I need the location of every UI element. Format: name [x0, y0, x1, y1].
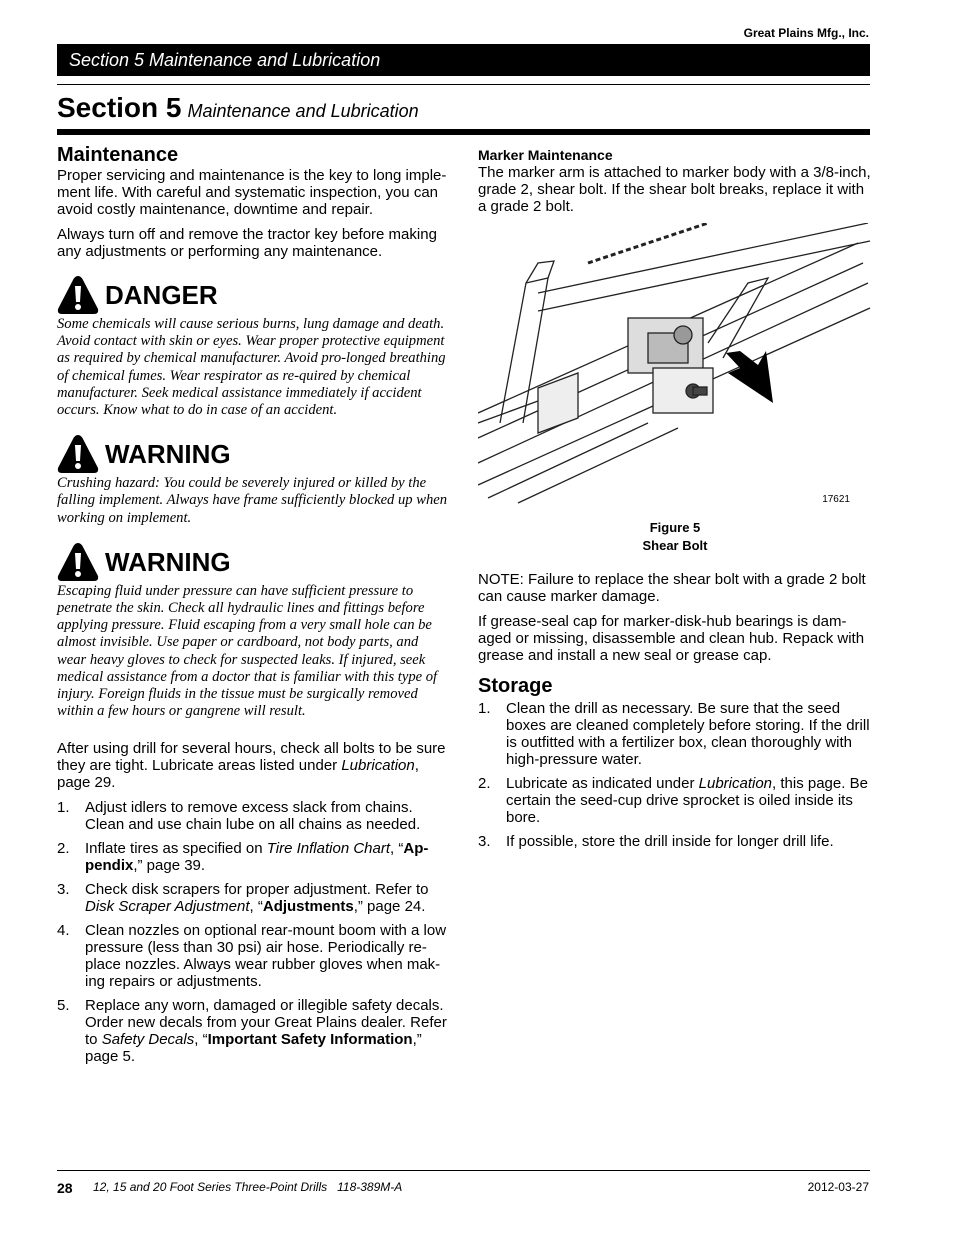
lubrication-ref: Lubrication: [341, 757, 415, 775]
list-item-number: 1.: [57, 799, 70, 817]
figure-title: Shear Bolt: [642, 538, 708, 553]
list-item-text: If possible, store the drill inside for longer drill life.: [506, 833, 834, 850]
maintenance-steps: [57, 799, 451, 1065]
footer-rule: [57, 1170, 870, 1171]
maintenance-paragraph: Proper servicing and maintenance is the key to long imple-ment life. With careful and systematic inspection, you can avoid costly maintenance, downtime and repair.: [57, 167, 447, 218]
list-item: [57, 840, 451, 874]
hazard-box: [57, 274, 451, 419]
company-name: Great Plains Mfg., Inc.: [743, 26, 869, 40]
list-item-text: , “: [249, 898, 263, 916]
figure-id-label: 17621: [822, 494, 850, 505]
hazard-header: [57, 541, 451, 583]
list-item-text: , “: [194, 1031, 208, 1049]
list-item-text: Replace any worn, damaged or illegible safety decals. Order new decals from your Great Plains dealer. Refer to: [85, 997, 447, 1049]
list-item-text: Important Safety Information: [207, 1031, 413, 1049]
section-banner: Section 5 Maintenance and Lubrication: [57, 44, 870, 76]
list-item-text: Safety Decals: [101, 1031, 195, 1049]
list-item-text: Lubrication: [698, 775, 773, 792]
section-title-subtitle: Maintenance and Lubrication: [187, 101, 419, 121]
list-item-text: Tire Inflation Chart: [266, 840, 391, 858]
grease-cap-paragraph: If grease-seal cap for marker-disk-hub bearings is dam-aged or missing, disassemble and clean hub. Repack with grease and install a new seal or grease cap.: [478, 613, 865, 664]
list-item: [478, 833, 872, 850]
list-item-text: ,” page 39.: [133, 857, 206, 875]
list-item-number: 3.: [478, 833, 491, 850]
note-paragraph: NOTE: Failure to replace the shear bolt with a grade 2 bolt can cause marker damage.: [478, 571, 866, 605]
list-item-text: , this page. Be certain the seed-cup drive sprocket is oiled inside its bore.: [506, 775, 868, 826]
hazard-list: [57, 274, 451, 720]
list-item-number: 2.: [57, 840, 70, 858]
after-use-paragraph: [57, 740, 451, 791]
hazard-header: [57, 433, 451, 475]
hazard-title: WARNING: [105, 546, 231, 577]
after-use-page-ref: , page 29.: [57, 757, 419, 792]
list-item-number: 2.: [478, 775, 491, 792]
hazard-text: Some chemicals will cause serious burns, lung damage and death. Avoid contact with skin or eyes. Wear proper protective equipment as required by chemical manufacturer. Avoid pro-longed breathing of chemical fumes. Wear respirator as re-quired by chemical manufacturer. Seek medical assistance immediately if accident occurs. Know what to do in case of an accident.: [57, 316, 446, 419]
list-item-text: Clean the drill as necessary. Be sure that the seed boxes are cleaned completely before storing. If the drill is outfitted with a fertilizer box, clean thoroughly with high-pressure water.: [506, 700, 870, 768]
list-item: [57, 799, 451, 833]
section-rule: [57, 129, 870, 135]
arrow-icon: [726, 351, 773, 403]
list-item-number: 4.: [57, 922, 70, 940]
list-item-text: Ap-pendix: [85, 840, 429, 875]
list-item-number: 1.: [478, 700, 491, 717]
list-item: [57, 997, 451, 1065]
right-column: [478, 143, 872, 857]
list-item: [478, 775, 872, 826]
storage-heading: Storage: [478, 675, 553, 697]
document-title: 12, 15 and 20 Foot Series Three-Point Drills 118-389M-A: [93, 1180, 403, 1194]
tractor-key-paragraph: Always turn off and remove the tractor key before making any adjustments or performing any maintenance.: [57, 226, 437, 260]
shear-bolt-illustration: [478, 223, 872, 513]
hazard-box: [57, 433, 451, 527]
list-item-text: ,” page 5.: [85, 1031, 422, 1066]
section-title-main: Section 5: [57, 92, 182, 123]
hazard-box: [57, 541, 451, 721]
maintenance-heading: Maintenance: [57, 144, 179, 166]
list-item-number: 5.: [57, 997, 70, 1015]
list-item-text: ,” page 24.: [353, 898, 426, 916]
hazard-text: Escaping fluid under pressure can have sufficient pressure to penetrate the skin. Check all hydraulic lines and fittings before applying pressure. Fluid escaping from a very small hole can be almost invisible. Use paper or cardboard, not body parts, and wear heavy gloves to check for suspected leaks. If injured, seek medical assistance from a doctor that is familiar with this type of injury. Foreign fluids in the tissue must be surgically removed within a few hours or gangrene will result.: [57, 582, 438, 720]
list-item: [57, 881, 451, 915]
list-item-text: Lubricate as indicated under: [506, 775, 699, 792]
figure-number: Figure 5: [649, 520, 701, 535]
warning-triangle-icon: [57, 434, 99, 474]
marker-maintenance-heading: Marker Maintenance: [478, 147, 613, 163]
storage-steps: [478, 700, 872, 850]
list-item-text: Check disk scrapers for proper adjustment. Refer to: [85, 881, 429, 899]
after-use-text: After using drill for several hours, check all bolts to be sure they are tight. Lubricate areas listed under: [57, 740, 446, 775]
page-number: 28: [57, 1180, 73, 1196]
list-item-text: Clean nozzles on optional rear-mount boom with a low pressure (less than 30 psi) air hose. Periodically re-place nozzles. Always wear rubber gloves when mak-ing repairs or adjustments.: [85, 922, 447, 991]
list-item-text: Adjust idlers to remove excess slack from chains. Clean and use chain lube on all chains as needed.: [85, 799, 421, 834]
warning-triangle-icon: [57, 542, 99, 582]
marker-paragraph: The marker arm is attached to marker body with a 3/8-inch, grade 2, shear bolt. If the shear bolt breaks, replace it with a grade 2 bolt.: [478, 164, 871, 215]
list-item-text: Inflate tires as specified on: [85, 840, 267, 858]
list-item: [478, 700, 872, 768]
hazard-title: DANGER: [105, 280, 218, 310]
hazard-title: WARNING: [105, 439, 231, 470]
list-item-text: Adjustments: [262, 898, 354, 916]
figure-caption: [478, 519, 872, 555]
shear-bolt-figure: [478, 223, 872, 513]
list-item-text: , “: [390, 840, 404, 858]
left-column: [57, 143, 451, 1072]
hazard-header: [57, 274, 451, 316]
hazard-text: Crushing hazard: You could be severely injured or killed by the falling implement. Always have frame sufficiently blocked up when working on implement.: [57, 475, 448, 526]
list-item-text: Disk Scraper Adjustment: [85, 898, 250, 916]
document-date: 2012-03-27: [807, 1180, 869, 1194]
list-item-number: 3.: [57, 881, 70, 899]
header-rule: [57, 84, 870, 85]
list-item: [57, 922, 451, 990]
section-title: [57, 92, 419, 127]
warning-triangle-icon: [57, 275, 99, 315]
